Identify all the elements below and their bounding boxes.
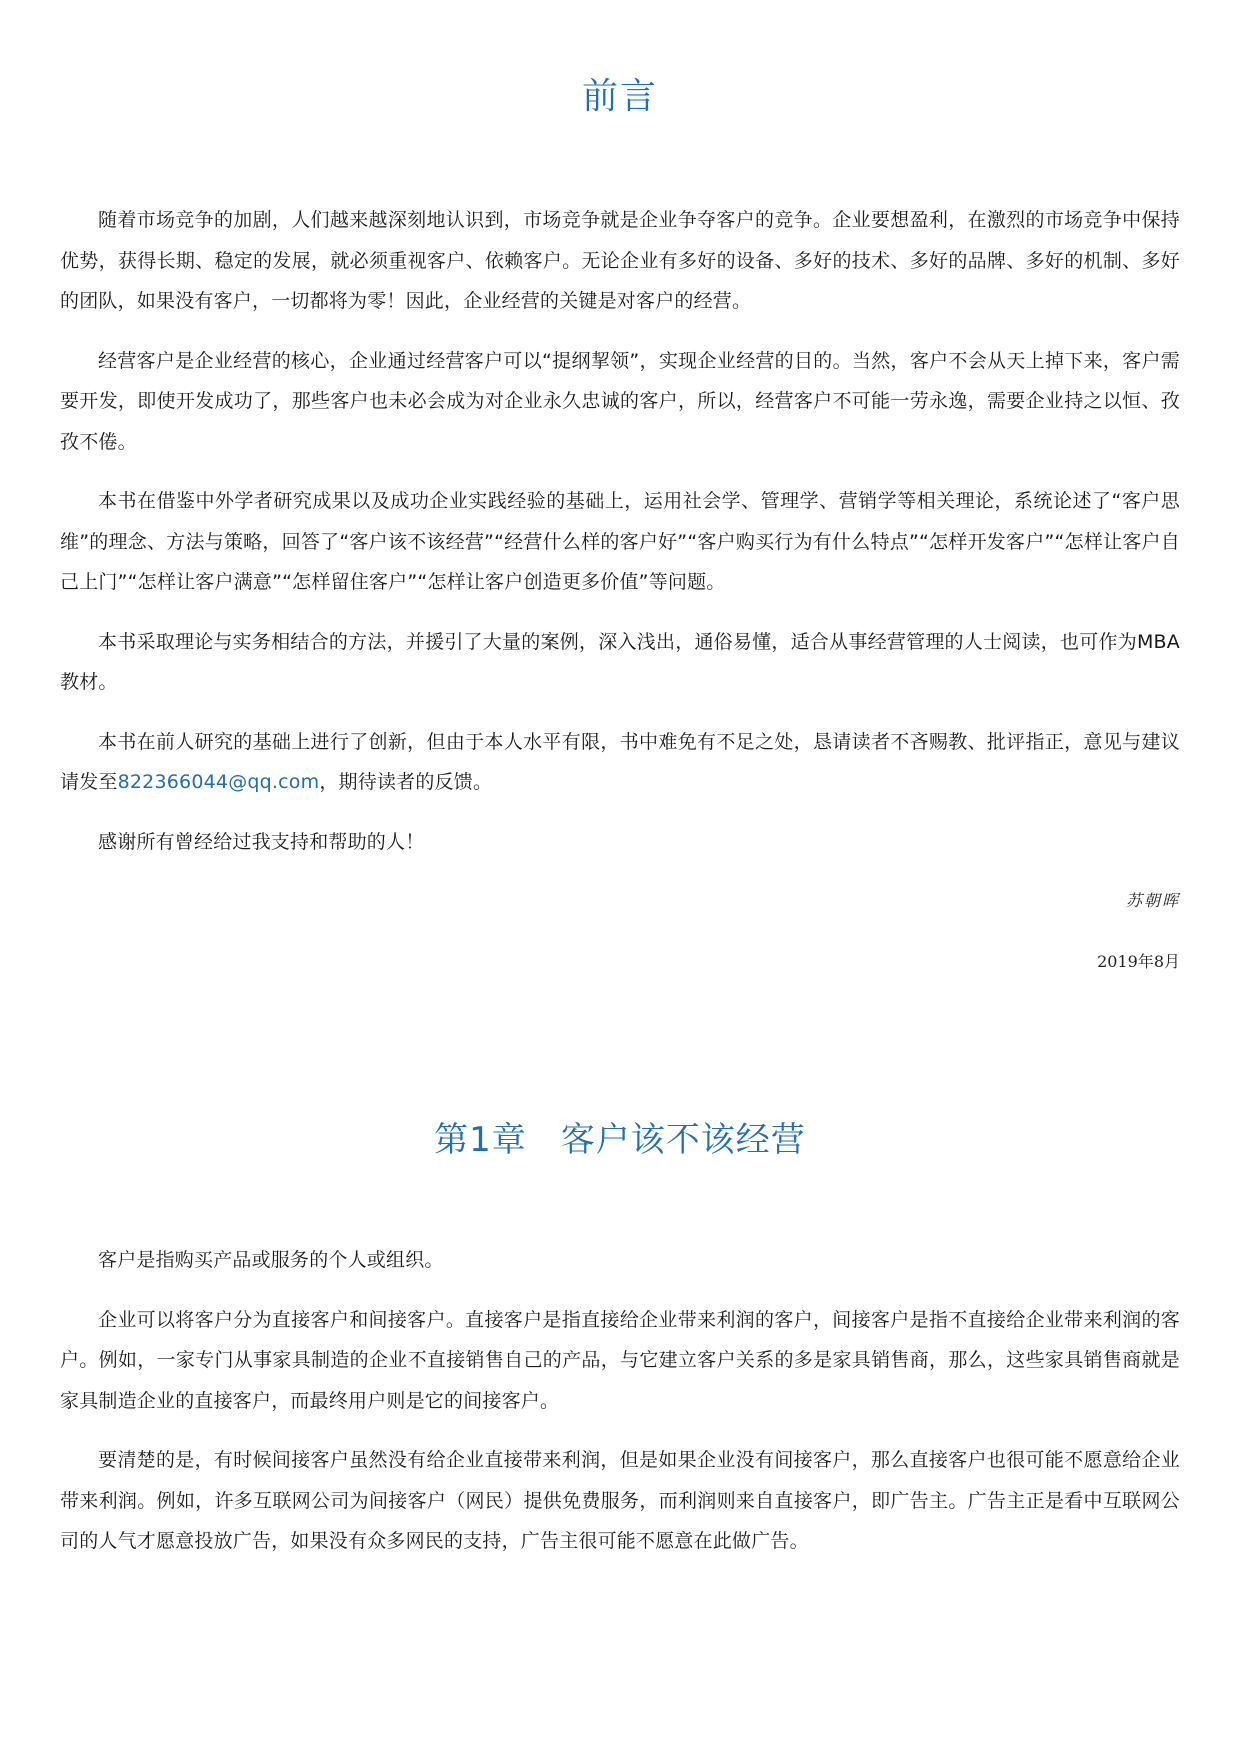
preface-paragraph: 本书在借鉴中外学者研究成果以及成功企业实践经验的基础上，运用社会学、管理学、营销学等相关理论，系统论述了“客户思维”的理念、方法与策略，回答了“客户该不该经营”“经营什么样的客户好”“客户购买行为有什么特点”“怎样开发客户”“怎样让客户自己上门”“怎样让客户满意”“怎样留住客户”“怎样让客户创造更多价值”等问题。 (60, 490, 1180, 593)
preface-body (60, 200, 1180, 862)
thanks-paragraph: 感谢所有曾经给过我支持和帮助的人！ (98, 830, 425, 853)
preface-paragraph: 随着市场竞争的加剧，人们越来越深刻地认识到，市场竞争就是企业争夺客户的竞争。企业要想盈利，在激烈的市场竞争中保持优势，获得长期、稳定的发展，就必须重视客户、依赖客户。无论企业有多好的设备、多好的技术、多好的品牌、多好的机制、多好的团队，如果没有客户，一切都将为零！因此，企业经营的关键是对客户的经营。 (60, 209, 1180, 312)
chapter-body (60, 1240, 1180, 1562)
chapter-number: 第1章 (434, 1120, 527, 1160)
feedback-text: 本书在前人研究的基础上进行了创新，但由于本人水平有限，书中难免有不足之处，恳请读者不吝赐教、批评指正，意见与建议请发至 (60, 730, 1180, 793)
preface-date: 2019年8月 (1097, 952, 1180, 971)
chapter-paragraph: 企业可以将客户分为直接客户和间接客户。直接客户是指直接给企业带来利润的客户，间接客户是指不直接给企业带来利润的客户。例如，一家专门从事家具制造的企业不直接销售自己的产品，与它建立客户关系的多是家具销售商，那么，这些家具销售商就是家具制造企业的直接客户，而最终用户则是它的间接客户。 (60, 1308, 1180, 1412)
chapter-title (0, 1112, 1240, 1161)
email-link[interactable]: 822366044@qq.com (117, 771, 320, 793)
feedback-text-end: ，期待读者的反馈。 (319, 771, 493, 793)
author-signature: 苏朝晖 (1125, 891, 1180, 910)
preface-paragraph: 本书采取理论与实务相结合的方法，并援引了大量的案例，深入浅出，通俗易懂，适合从事经营管理的人士阅读，也可作为MBA教材。 (60, 630, 1180, 693)
preface-feedback-paragraph (60, 722, 1180, 803)
chapter-paragraph: 客户是指购买产品或服务的个人或组织。 (98, 1249, 444, 1271)
chapter-name: 客户该不该经营 (560, 1120, 806, 1160)
preface-title: 前言 (581, 76, 658, 117)
preface-paragraph: 经营客户是企业经营的核心，企业通过经营客户可以“提纲挈领”，实现企业经营的目的。当然，客户不会从天上掉下来，客户需要开发，即使开发成功了，那些客户也未必会成为对企业永久忠诚的客户，所以，经营客户不可能一劳永逸，需要企业持之以恒、孜孜不倦。 (60, 349, 1180, 453)
chapter-paragraph: 要清楚的是，有时候间接客户虽然没有给企业直接带来利润，但是如果企业没有间接客户，那么直接客户也很可能不愿意给企业带来利润。例如，许多互联网公司为间接客户（网民）提供免费服务，而利润则来自直接客户，即广告主。广告主正是看中互联网公司的人气才愿意投放广告，如果没有众多网民的支持，广告主很可能不愿意在此做广告。 (60, 1449, 1180, 1552)
